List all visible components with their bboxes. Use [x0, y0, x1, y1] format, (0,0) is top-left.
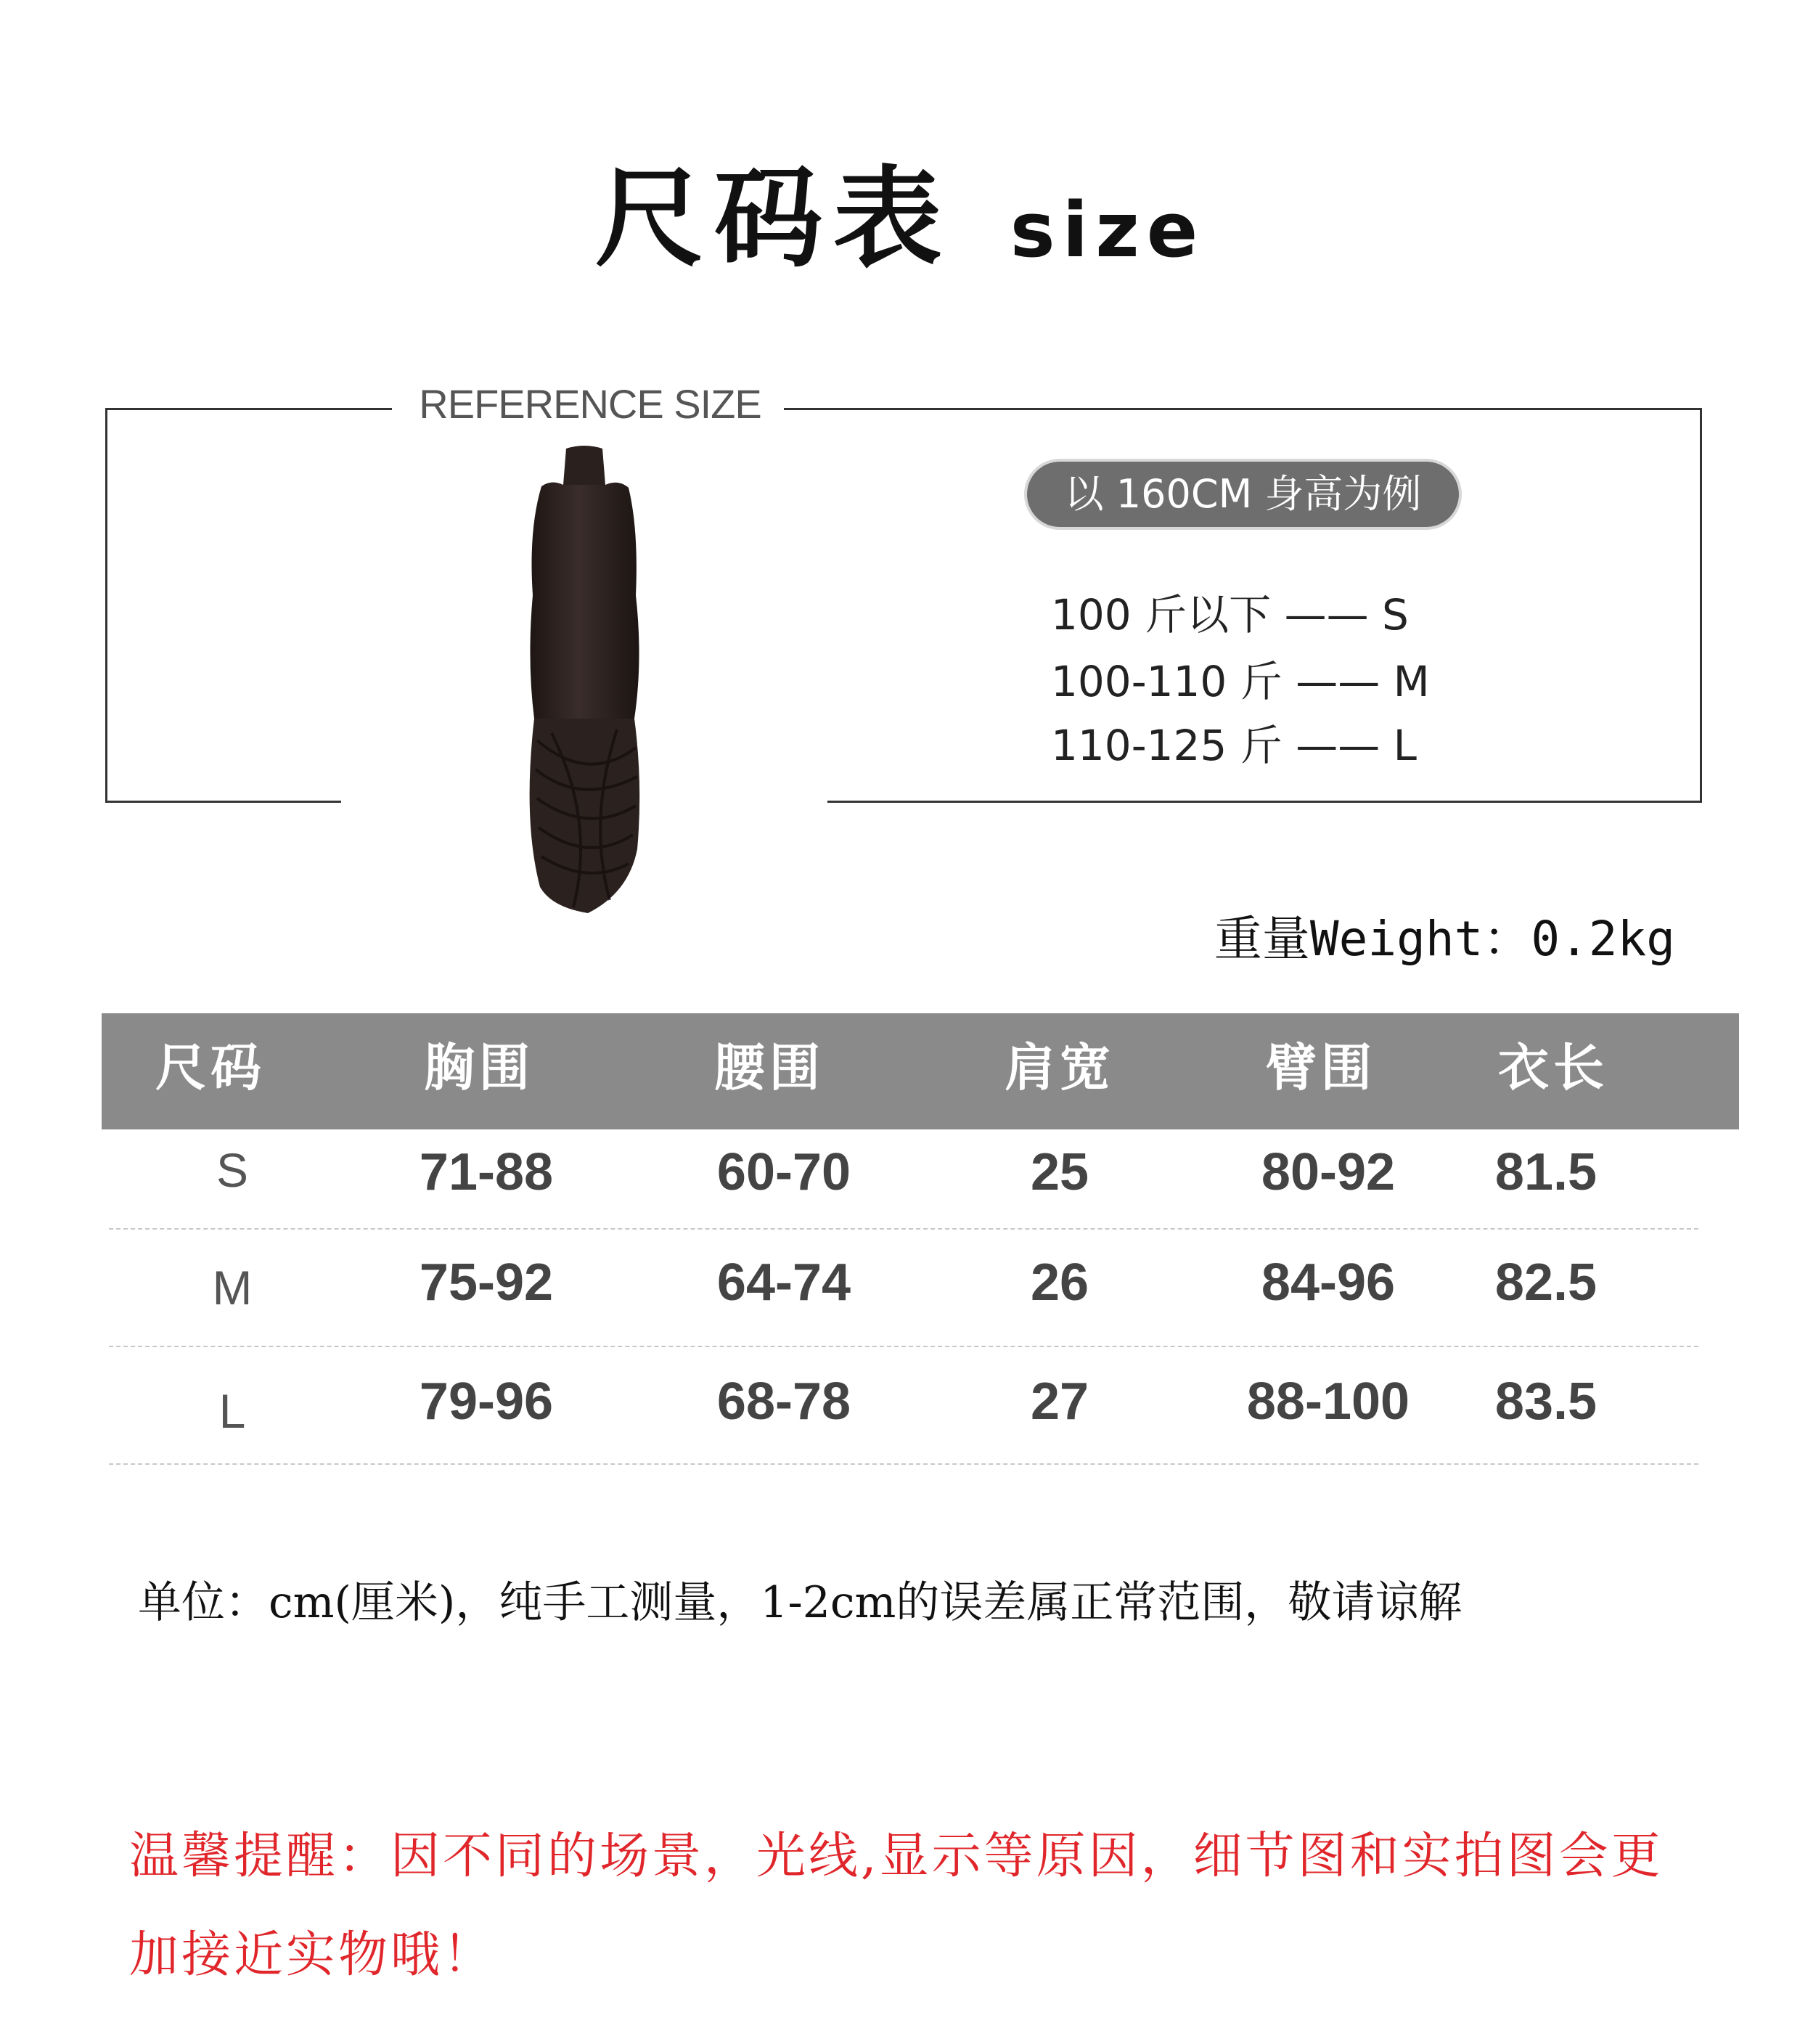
table-cell: 68-78 — [716, 1373, 851, 1431]
table-cell: S — [216, 1143, 249, 1197]
size-guide-m: 100-110 斤 —— M — [1051, 657, 1430, 706]
unit-note: 单位：cm(厘米)，纯手工测量，1-2cm的误差属正常范围，敬请谅解 — [138, 1577, 1462, 1628]
table-cell: 26 — [1030, 1254, 1089, 1312]
weight-label: 重量Weight：0.2kg — [1214, 911, 1675, 967]
header-size: 尺码 — [155, 1037, 266, 1097]
title-cn: 尺码表 — [594, 155, 952, 282]
table-cell: 83.5 — [1494, 1373, 1598, 1431]
reference-frame — [105, 408, 1702, 803]
table-cell: 27 — [1030, 1373, 1089, 1431]
reference-size-label: REFERENCE SIZE — [419, 381, 761, 427]
row-divider — [109, 1228, 1698, 1230]
header-arm: 臂围 — [1266, 1037, 1376, 1097]
table-cell: 88-100 — [1246, 1373, 1410, 1431]
header-shoulder: 肩宽 — [1005, 1037, 1115, 1097]
title-en: size — [1010, 186, 1206, 274]
table-header — [102, 1013, 1739, 1129]
table-cell: 82.5 — [1494, 1254, 1598, 1312]
table-cell: L — [218, 1384, 246, 1438]
table-cell: 80-92 — [1261, 1143, 1396, 1201]
table-cell: 84-96 — [1261, 1254, 1396, 1312]
table-cell: 81.5 — [1494, 1143, 1598, 1201]
reference-height-pill: 以 160CM 身高为例 — [1027, 462, 1459, 527]
size-guide-s: 100 斤以下 —— S — [1051, 590, 1409, 639]
row-divider — [109, 1346, 1698, 1347]
header-waist: 腰围 — [714, 1037, 825, 1097]
dress-image — [465, 443, 704, 922]
page-title — [0, 131, 1800, 287]
warm-reminder: 温馨提醒：因不同的场景，光线,显示等原因，细节图和实拍图会更加接近实物哦！ — [129, 1828, 1664, 1984]
table-cell: M — [212, 1261, 253, 1315]
table-cell: 25 — [1030, 1143, 1089, 1201]
row-divider — [109, 1463, 1698, 1465]
table-cell: 75-92 — [419, 1254, 554, 1312]
table-cell: 64-74 — [716, 1254, 851, 1312]
size-guide-l: 110-125 斤 —— L — [1051, 721, 1417, 770]
table-cell: 79-96 — [419, 1373, 554, 1431]
table-cell: 71-88 — [419, 1143, 554, 1201]
table-cell: 60-70 — [716, 1143, 851, 1201]
header-length: 衣长 — [1498, 1037, 1608, 1097]
header-bust: 胸围 — [424, 1037, 534, 1097]
